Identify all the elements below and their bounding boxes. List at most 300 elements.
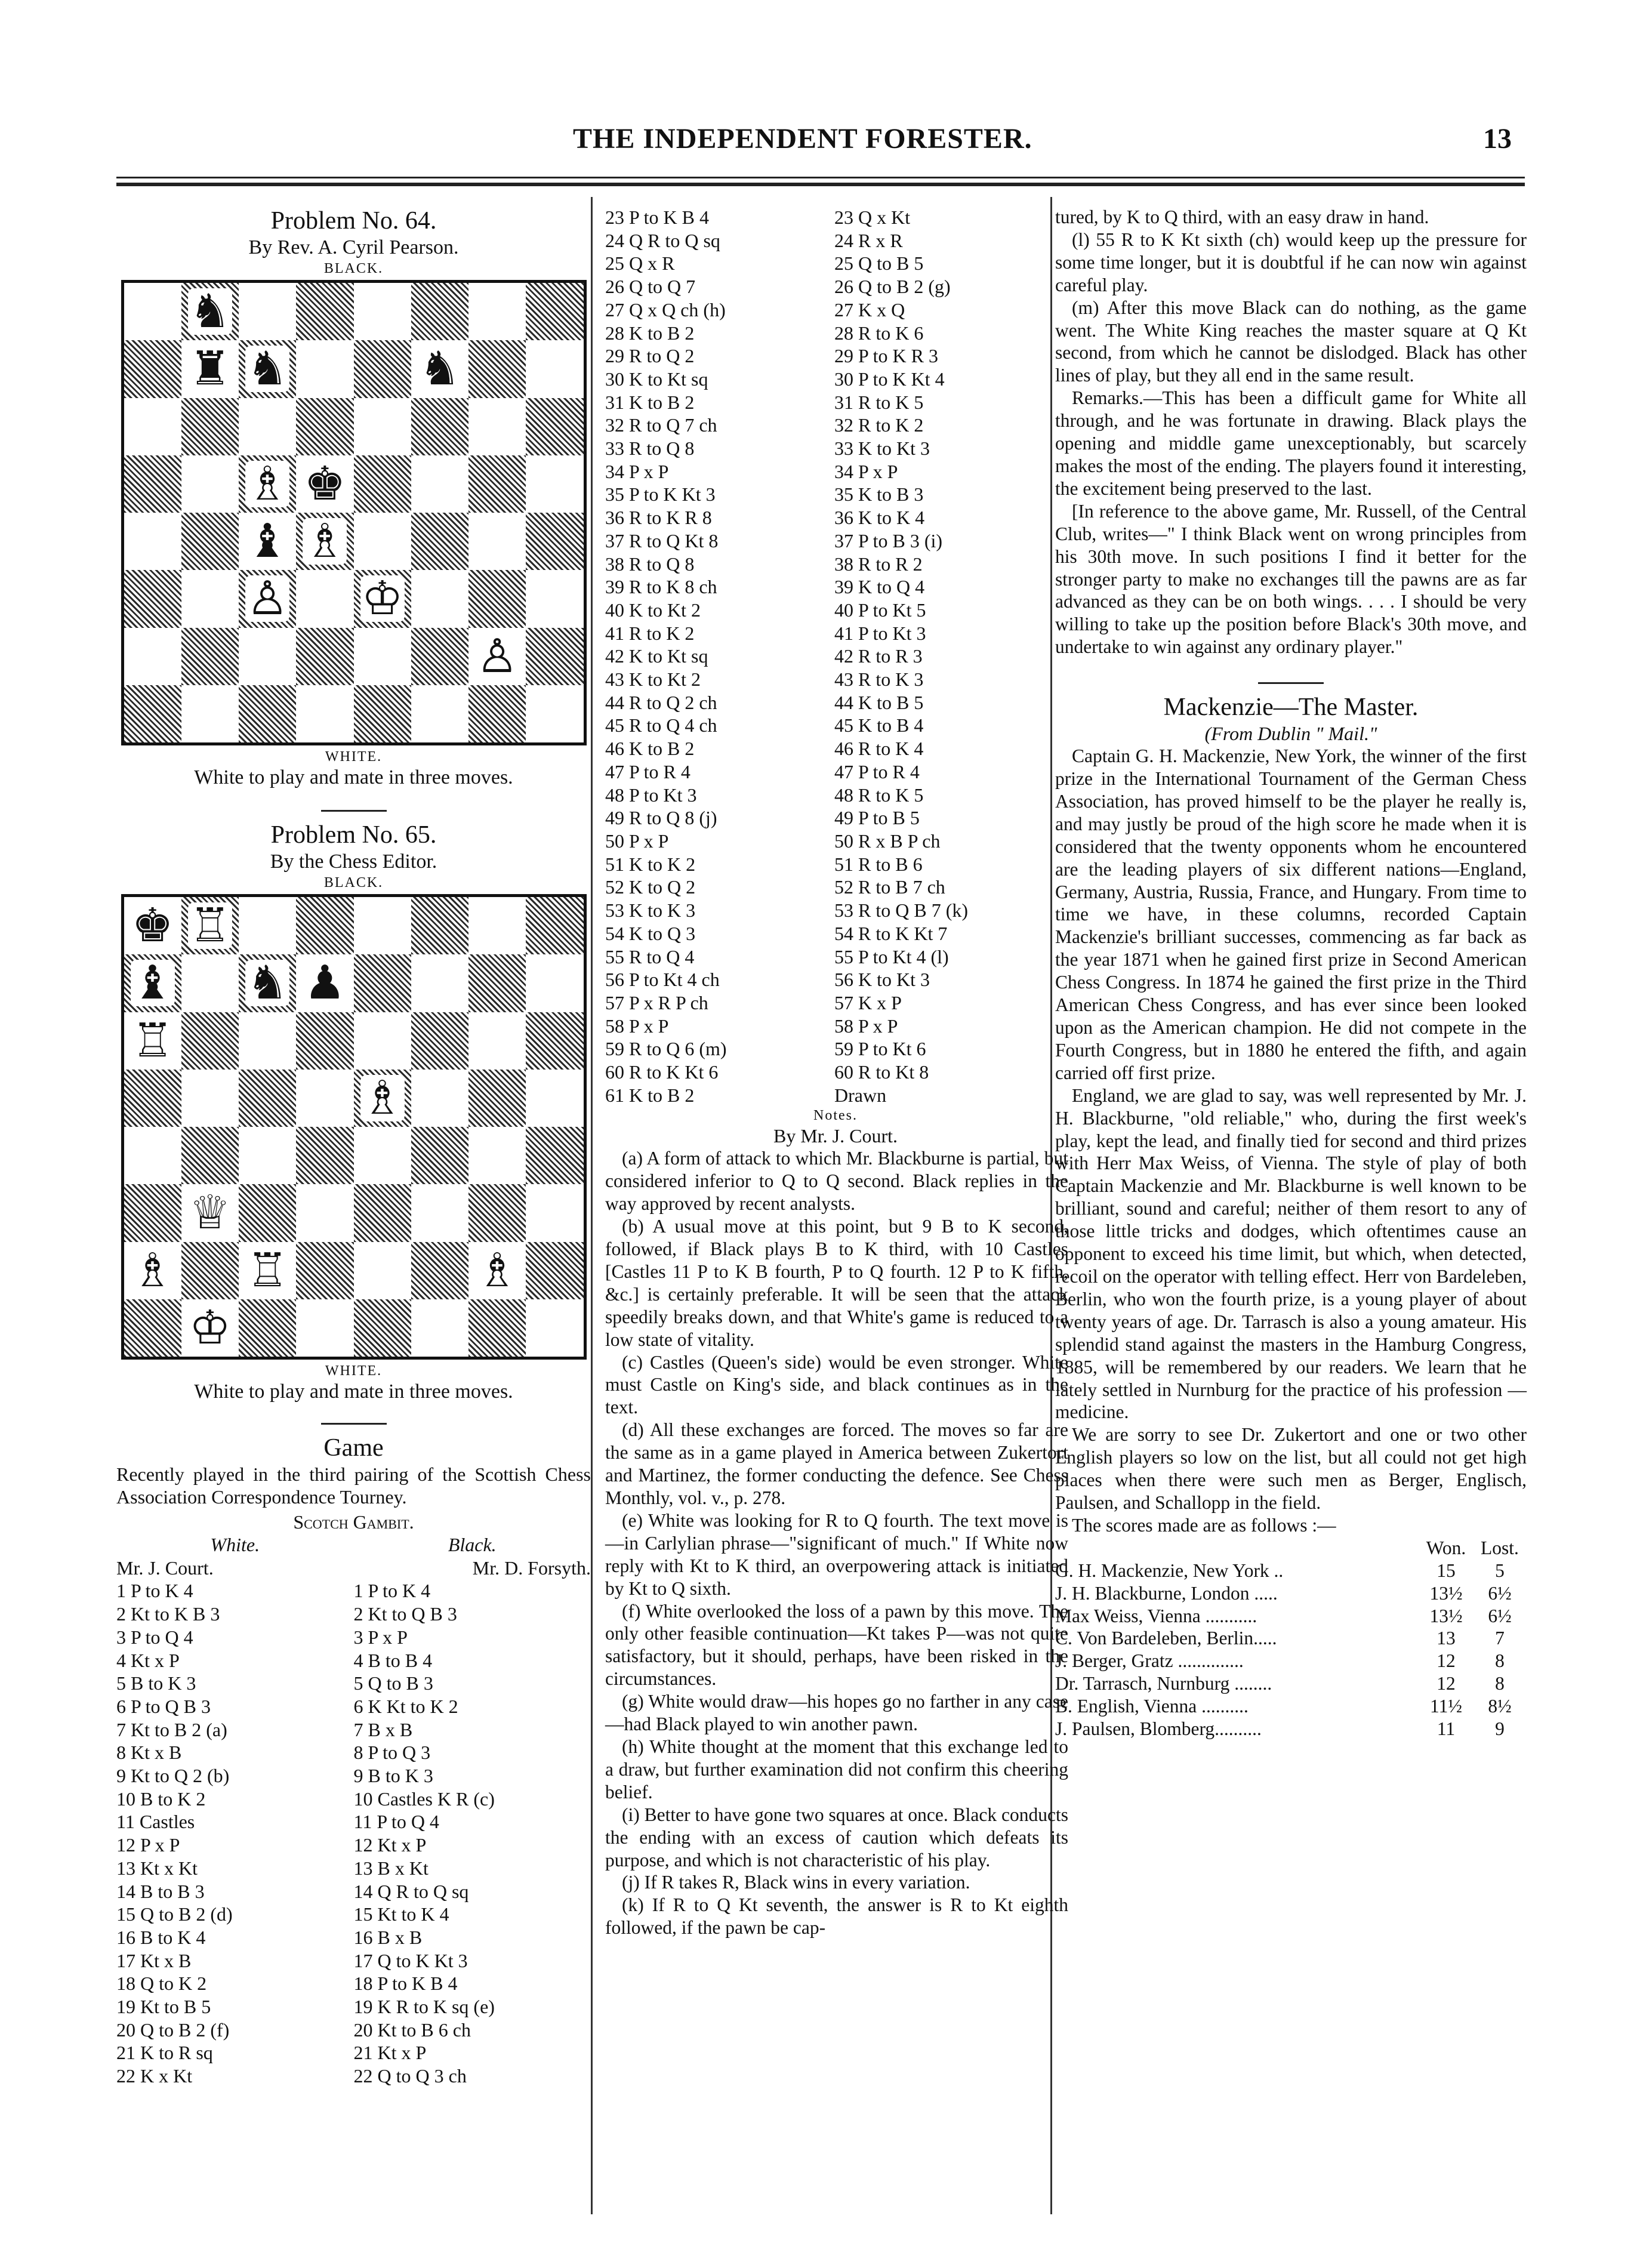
move-row — [116, 1788, 591, 1811]
board-square — [354, 513, 411, 570]
move-row — [116, 1926, 591, 1949]
board-square — [296, 398, 353, 455]
game-moves-part-one — [116, 1579, 591, 2087]
black-move: 49 P to B 5 — [834, 807, 920, 829]
black-knight-icon — [239, 340, 296, 397]
board-square — [526, 1070, 583, 1127]
white-move: 39 R to K 8 ch — [605, 576, 717, 598]
white-move: 25 Q x R — [605, 252, 675, 275]
problem-65-white-label: WHITE. — [325, 1363, 383, 1379]
black-move: 45 K to B 4 — [834, 714, 924, 737]
board-square — [526, 685, 583, 742]
move-row — [116, 1810, 591, 1833]
move-row — [116, 1880, 591, 1903]
board-square — [354, 398, 411, 455]
white-move: 50 P x P — [605, 830, 669, 852]
white-rook-glyph: ♖ — [189, 899, 231, 953]
white-bishop-glyph: ♗ — [361, 1071, 403, 1125]
black-move: 6 K Kt to K 2 — [353, 1695, 458, 1717]
board-square — [296, 1070, 353, 1127]
board-square — [526, 897, 583, 954]
white-move: 57 P x R P ch — [605, 991, 708, 1013]
board-square — [239, 283, 296, 340]
move-row — [605, 645, 1063, 668]
board-square — [296, 340, 353, 397]
white-pawn-icon — [239, 570, 296, 627]
games-won: 11 — [1436, 1718, 1456, 1740]
white-king-icon — [354, 570, 411, 627]
board-square — [411, 1012, 468, 1070]
white-move: 44 R to Q 2 ch — [605, 691, 717, 713]
score-row — [1055, 1605, 1527, 1628]
board-square — [468, 685, 526, 742]
move-row — [605, 853, 1063, 876]
player-name: C. Von Bardeleben, Berlin..... — [1055, 1628, 1277, 1649]
white-move: 20 Q to B 2 (f) — [116, 2019, 230, 2041]
board-square — [526, 398, 583, 455]
board-square — [354, 685, 411, 742]
problem-64-caption: White to play and mate in three moves. — [194, 766, 513, 788]
move-row — [605, 899, 1063, 922]
board-square — [354, 897, 411, 954]
white-bishop-icon — [468, 1242, 526, 1299]
article-paragraph: Captain G. H. Mackenzie, New York, the winner of the first prize in the International Tournament of the German Chess Association, has proved himself to be the player he really is, and may justly be proud of the high score he made when it is considered that the twenty opponents whom he encountered are the leading players of six different nations—England, Germany, Austria, Russia, France, and Hungary. From time to time we have, in these columns, recorded Captain Mackenzie's brilliant successes, commencing as far back as the year 1871 when he gained first prize in Second American Chess Congress. In 1874 he gained the first prize in the Third American Chess Congress, and has ever since been looked upon as the American champion. He did not compete in the Fourth Congress, but in 1880 he entered the fifth, and again carried off first prize. — [1055, 745, 1527, 1083]
board-square — [468, 954, 526, 1012]
move-row — [605, 437, 1063, 460]
board-square — [354, 340, 411, 397]
board-square — [124, 513, 181, 570]
white-move: 26 Q to Q 7 — [605, 276, 696, 298]
board-square — [239, 685, 296, 742]
move-row — [605, 968, 1063, 991]
note-paragraph: (k) If R to Q Kt seventh, the answer is R to Kt eighth followed, if the pawn be cap- — [605, 1894, 1068, 1939]
black-move: 53 R to Q B 7 (k) — [834, 899, 968, 922]
black-move: 2 Kt to Q B 3 — [353, 1603, 457, 1625]
move-row — [116, 1649, 591, 1672]
black-move: 40 P to Kt 5 — [834, 599, 926, 621]
black-move: 32 R to K 2 — [834, 414, 924, 436]
move-row — [116, 2041, 591, 2064]
white-player: Mr. J. Court. — [116, 1557, 214, 1579]
game-notes — [597, 1147, 1074, 1939]
score-row — [1055, 1627, 1527, 1650]
board-square — [124, 283, 181, 340]
white-move: 59 R to Q 6 (m) — [605, 1038, 727, 1060]
white-rook-icon — [124, 1012, 181, 1070]
white-move: 13 Kt x Kt — [116, 1857, 198, 1879]
move-row — [605, 806, 1063, 830]
black-rook-glyph: ♜ — [189, 342, 231, 396]
move-row — [605, 344, 1063, 368]
white-move: 5 B to K 3 — [116, 1672, 196, 1694]
board-square — [239, 1184, 296, 1241]
board-square — [181, 398, 239, 455]
black-move: 25 Q to B 5 — [834, 252, 924, 275]
white-move: 4 Kt x P — [116, 1649, 180, 1671]
games-lost: 8 — [1495, 1650, 1505, 1672]
board-square — [296, 570, 353, 627]
white-move: 52 K to Q 2 — [605, 876, 696, 898]
white-bishop-glyph: ♗ — [131, 1243, 174, 1298]
black-move: 42 R to R 3 — [834, 645, 923, 667]
board-square — [468, 1184, 526, 1241]
black-move: 35 K to B 3 — [834, 483, 924, 506]
black-move: 20 Kt to B 6 ch — [353, 2019, 471, 2041]
white-rook-glyph: ♖ — [246, 1243, 289, 1298]
move-row — [116, 1833, 591, 1857]
board-square — [296, 685, 353, 742]
article-title: Mackenzie—The Master. — [1163, 694, 1419, 722]
white-move: 34 P x P — [605, 460, 669, 482]
lost-header: Lost. — [1481, 1537, 1519, 1558]
board-square — [411, 1127, 468, 1184]
note-paragraph: (e) White was looking for R to Q fourth. The text move is—in Carlylian phrase—"significant of much." If White now reply with Kt to K third, an overpowering attack is initiated by Kt to Q sixth. — [605, 1509, 1068, 1599]
board-square — [124, 1127, 181, 1184]
move-row — [605, 922, 1063, 945]
white-king-icon — [181, 1299, 239, 1357]
move-row — [605, 414, 1063, 437]
black-move: 24 R x R — [834, 229, 903, 251]
games-won: 12 — [1436, 1673, 1456, 1694]
board-square — [411, 1070, 468, 1127]
games-won: 13½ — [1429, 1605, 1463, 1626]
black-move: 44 K to B 5 — [834, 691, 924, 713]
board-square — [526, 513, 583, 570]
column-three — [1055, 206, 1527, 1740]
board-square — [354, 283, 411, 340]
move-row — [116, 1741, 591, 1764]
move-row — [605, 1037, 1063, 1061]
board-square — [181, 455, 239, 513]
move-row — [116, 1995, 591, 2019]
move-row — [605, 391, 1063, 414]
white-pawn-glyph: ♙ — [246, 572, 289, 626]
move-row — [605, 991, 1063, 1015]
move-row — [605, 691, 1063, 714]
games-won: 12 — [1436, 1650, 1456, 1672]
move-row — [116, 1857, 591, 1880]
problem-65-caption: White to play and mate in three moves. — [194, 1380, 513, 1403]
board-square — [354, 954, 411, 1012]
white-move: 48 P to Kt 3 — [605, 784, 697, 806]
board-square — [411, 283, 468, 340]
board-square — [411, 513, 468, 570]
white-move: 42 K to Kt sq — [605, 645, 708, 667]
black-knight-glyph: ♞ — [189, 285, 231, 339]
note-paragraph: (c) Castles (Queen's side) would be even stronger. White must Castle on King's side, and black continues as in the text. — [605, 1351, 1068, 1418]
black-move: 14 Q R to Q sq — [353, 1880, 469, 1902]
black-knight-icon — [239, 954, 296, 1012]
board-square — [181, 1070, 239, 1127]
notes-author: By Mr. J. Court. — [773, 1125, 898, 1147]
white-move: 12 P x P — [116, 1834, 180, 1856]
move-row — [605, 298, 1063, 322]
white-move: 21 K to R sq — [116, 2042, 213, 2064]
note-paragraph: (h) White thought at the moment that this exchange led to a draw, but further examination did not confirm this cheering belief. — [605, 1736, 1068, 1802]
black-move: 22 Q to Q 3 ch — [353, 2065, 467, 2087]
black-move: 50 R x B P ch — [834, 830, 941, 852]
black-move: 26 Q to B 2 (g) — [834, 276, 951, 298]
black-knight-glyph: ♞ — [418, 342, 461, 396]
white-bishop-icon — [354, 1070, 411, 1127]
board-square — [124, 685, 181, 742]
move-row — [116, 1626, 591, 1649]
move-row — [605, 529, 1063, 553]
black-knight-glyph: ♞ — [246, 342, 289, 396]
board-square — [239, 1070, 296, 1127]
move-row — [605, 599, 1063, 622]
score-row — [1055, 1650, 1527, 1672]
board-square — [239, 1012, 296, 1070]
move-row — [605, 760, 1063, 784]
black-king-icon — [296, 455, 353, 513]
score-row — [1055, 1582, 1527, 1605]
player-name: J. Paulsen, Blomberg.......... — [1055, 1718, 1262, 1740]
white-move: 43 K to Kt 2 — [605, 668, 701, 691]
white-move: 14 B to B 3 — [116, 1880, 205, 1902]
board-square — [239, 897, 296, 954]
white-rook-icon — [181, 897, 239, 954]
black-move: 10 Castles K R (c) — [353, 1788, 495, 1810]
move-row — [116, 1972, 591, 1995]
black-move: 39 K to Q 4 — [834, 576, 925, 598]
white-move: 7 Kt to B 2 (a) — [116, 1718, 227, 1740]
white-bishop-icon — [239, 455, 296, 513]
white-move: 46 K to B 2 — [605, 738, 695, 760]
games-won: 15 — [1436, 1560, 1456, 1581]
board-square — [468, 513, 526, 570]
board-square — [411, 1299, 468, 1357]
problem-64-author: By Rev. A. Cyril Pearson. — [248, 236, 459, 258]
board-square — [354, 1299, 411, 1357]
board-square — [526, 628, 583, 685]
won-header: Won. — [1426, 1537, 1466, 1558]
white-move: 24 Q R to Q sq — [605, 229, 720, 251]
board-square — [526, 1184, 583, 1241]
move-row — [605, 876, 1063, 899]
board-square — [354, 455, 411, 513]
move-row — [605, 460, 1063, 483]
move-row — [605, 1084, 1063, 1107]
black-move: 21 Kt x P — [353, 2042, 427, 2064]
white-king-glyph: ♔ — [189, 1301, 231, 1355]
white-move: 45 R to Q 4 ch — [605, 714, 717, 737]
black-move: 56 K to Kt 3 — [834, 969, 930, 991]
problem-65-chessboard — [121, 894, 587, 1360]
white-move: 11 Castles — [116, 1811, 195, 1833]
black-knight-icon — [181, 283, 239, 340]
white-move: 54 K to Q 3 — [605, 922, 696, 944]
white-bishop-icon — [296, 513, 353, 570]
player-name: J. Berger, Gratz .............. — [1055, 1650, 1244, 1672]
white-move: 3 P to Q 4 — [116, 1626, 193, 1648]
white-move: 36 R to K R 8 — [605, 507, 712, 529]
black-move: 43 R to K 3 — [834, 668, 924, 691]
board-square — [124, 455, 181, 513]
move-row — [116, 1579, 591, 1603]
white-label: White. — [210, 1534, 260, 1555]
black-move: 1 P to K 4 — [353, 1580, 431, 1602]
black-king-glyph: ♚ — [304, 457, 346, 511]
game-players — [116, 1533, 591, 1579]
board-square — [411, 954, 468, 1012]
white-move: 35 P to K Kt 3 — [605, 483, 716, 506]
white-move: 51 K to K 2 — [605, 853, 696, 875]
black-move: 36 K to K 4 — [834, 507, 925, 529]
black-move: 28 R to K 6 — [834, 322, 924, 344]
note-paragraph: (j) If R takes R, Black wins in every variation. — [622, 1872, 970, 1893]
board-square — [354, 1012, 411, 1070]
white-move: 49 R to Q 8 (j) — [605, 807, 717, 829]
board-square — [411, 1184, 468, 1241]
black-move: 4 B to B 4 — [353, 1649, 433, 1671]
board-square — [411, 1242, 468, 1299]
column-divider-left — [591, 197, 593, 2214]
board-square — [526, 283, 583, 340]
note-paragraph: (b) A usual move at this point, but 9 B to K second, followed, if Black plays B to K third, with 10 Castles [Castles 11 P to K B fourth, P to Q fourth. 12 P to K fifth, &c.] is certainly preferable. It will be seen that the attack speedily breaks down, and that White's game is reduced to a low state of vitality. — [605, 1216, 1068, 1350]
black-label: Black. — [448, 1534, 497, 1555]
board-square — [468, 340, 526, 397]
white-move: 32 R to Q 7 ch — [605, 414, 717, 436]
black-move: 37 P to B 3 (i) — [834, 529, 943, 551]
white-move: 9 Kt to Q 2 (b) — [116, 1765, 230, 1787]
score-row — [1055, 1718, 1527, 1740]
article-paragraph: The scores made are as follows :— — [1072, 1514, 1336, 1536]
black-move: 48 R to K 5 — [834, 784, 924, 806]
board-square — [124, 340, 181, 397]
white-move: 2 Kt to K B 3 — [116, 1603, 220, 1625]
board-square — [411, 897, 468, 954]
white-move: 28 K to B 2 — [605, 322, 695, 344]
notes-continuation — [1055, 206, 1527, 658]
white-move: 60 R to K Kt 6 — [605, 1061, 719, 1083]
note-paragraph: (g) White would draw—his hopes go no farther in any case—had Black played to win another pawn. — [605, 1691, 1068, 1735]
white-pawn-icon — [468, 628, 526, 685]
black-move: 52 R to B 7 ch — [834, 876, 945, 898]
black-move: 30 P to K Kt 4 — [834, 368, 945, 390]
white-bishop-glyph: ♗ — [246, 457, 289, 511]
white-pawn-glyph: ♙ — [476, 629, 519, 683]
black-bishop-icon — [239, 513, 296, 570]
note-paragraph: (i) Better to have gone two squares at once. Black conducts the ending with an excess of caution which defeats its purpose, and which is not characteristic of his play. — [605, 1804, 1068, 1871]
white-bishop-glyph: ♗ — [476, 1243, 519, 1298]
white-move: 30 K to Kt sq — [605, 368, 708, 390]
board-square — [468, 897, 526, 954]
board-square — [181, 1127, 239, 1184]
board-square — [296, 1012, 353, 1070]
move-row — [605, 322, 1063, 345]
note-paragraph: (f) White overlooked the loss of a pawn by this move. The only other feasible continuation—Kt takes P—was not quite satisfactory, but it should, perhaps, have been risked in the circumstances. — [605, 1600, 1068, 1690]
board-square — [468, 1070, 526, 1127]
black-move: 57 K x P — [834, 991, 902, 1013]
move-row — [116, 1695, 591, 1718]
games-lost: 8½ — [1488, 1696, 1512, 1717]
white-move: 8 Kt x B — [116, 1742, 182, 1764]
games-won: 13 — [1436, 1628, 1456, 1649]
white-move: 41 R to K 2 — [605, 622, 695, 644]
board-square — [296, 628, 353, 685]
black-knight-icon — [411, 340, 468, 397]
black-move: 8 P to Q 3 — [353, 1742, 431, 1764]
board-square — [526, 570, 583, 627]
continuation-paragraph: [In reference to the above game, Mr. Russell, of the Central Club, writes—" I think Black went on wrong principles from his 30th move. In such positions I find it better for the stronger party to make no exchanges till the pawns are as far advanced as they can be on both wings. . . . I should be very willing to take up the position before Black's 30th move, and undertake to win against any ordinary player." — [1055, 500, 1527, 658]
black-rook-icon — [181, 340, 239, 397]
white-move: 53 K to K 3 — [605, 899, 696, 922]
continuation-paragraph: Remarks.—This has been a difficult game for White all through, and he was fortunate in drawing. Black plays the opening and middle game unexceptionably, but scarcely makes the most of the ending. The players found it interesting, the excitement being preserved to the last. — [1055, 387, 1527, 499]
move-row — [116, 2064, 591, 2088]
black-pawn-icon — [296, 954, 353, 1012]
white-move: 10 B to K 2 — [116, 1788, 206, 1810]
section-divider — [321, 1423, 387, 1425]
problem-64-white-label: WHITE. — [325, 749, 383, 765]
white-move: 33 R to Q 8 — [605, 437, 695, 460]
move-row — [605, 784, 1063, 807]
board-square — [124, 398, 181, 455]
white-queen-icon — [181, 1184, 239, 1241]
black-knight-glyph: ♞ — [246, 956, 289, 1010]
move-row — [605, 622, 1063, 645]
continuation-paragraph: (m) After this move Black can do nothing, as the game went. The White King reaches the master square at Q Kt second, from which he cannot be dislodged. Black has other lines of play, but they all end in the same result. — [1055, 297, 1527, 386]
board-square — [354, 628, 411, 685]
move-row — [116, 1672, 591, 1695]
move-row — [605, 1061, 1063, 1084]
board-square — [468, 1127, 526, 1184]
board-square — [526, 1299, 583, 1357]
white-move: 31 K to B 2 — [605, 391, 695, 413]
continuation-paragraph: tured, by K to Q third, with an easy draw in hand. — [1055, 207, 1429, 227]
board-square — [296, 1127, 353, 1184]
black-bishop-glyph: ♝ — [131, 956, 174, 1010]
continuation-paragraph: (l) 55 R to K Kt sixth (ch) would keep up the pressure for some time longer, but it is doubtful if he can now win against careful play. — [1055, 229, 1527, 295]
black-move: 46 R to K 4 — [834, 738, 924, 760]
black-move: 18 P to K B 4 — [353, 1973, 458, 1995]
white-rook-icon — [239, 1242, 296, 1299]
black-move: 3 P x P — [353, 1626, 408, 1648]
move-row — [605, 275, 1063, 298]
board-square — [468, 455, 526, 513]
black-move: 59 P to Kt 6 — [834, 1038, 926, 1060]
black-king-icon — [124, 897, 181, 954]
black-pawn-glyph: ♟ — [304, 956, 346, 1010]
white-move: 38 R to Q 8 — [605, 553, 695, 575]
black-move: 58 P x P — [834, 1015, 898, 1037]
move-row — [605, 252, 1063, 275]
board-square — [526, 340, 583, 397]
board-square — [526, 1012, 583, 1070]
board-square — [526, 455, 583, 513]
games-won: 13½ — [1429, 1582, 1463, 1604]
move-row — [605, 229, 1063, 252]
black-move: 23 Q x Kt — [834, 207, 911, 228]
black-move: 13 B x Kt — [353, 1857, 429, 1879]
games-lost: 9 — [1495, 1718, 1505, 1740]
white-bishop-glyph: ♗ — [304, 514, 346, 569]
board-square — [239, 628, 296, 685]
board-square — [411, 628, 468, 685]
board-square — [296, 1242, 353, 1299]
white-move: 61 K to B 2 — [605, 1084, 695, 1106]
board-square — [468, 1012, 526, 1070]
board-square — [181, 954, 239, 1012]
games-won: 11½ — [1430, 1696, 1462, 1717]
move-row — [605, 668, 1063, 691]
problem-65-black-label: BLACK. — [323, 875, 384, 890]
article-paragraph: England, we are glad to say, was well represented by Mr. J. H. Blackburne, "old reliable," who, during the first week's play, kept the lead, and finally tied for second and third prizes with Herr Max Weiss, of Vienna. The style of play of both Captain Mackenzie and Mr. Blackburne is well known to be brilliant, sound and careful; neither of them resort to any of those little tricks and dodges, which oftentimes cause an opponent to exceed his time limit, but which, when detected, recoil on the operator with telling effect. Herr von Bardeleben, Berlin, who won the fourth prize, is a young player of about twenty years of age. Dr. Tarrasch is also a young amateur. His splendid stand against the masters in the Hamburg Congress, 1885, will be remembered by our readers. We learn that he lately settled in Nurnburg for the practice of his profession —medicine. — [1055, 1084, 1527, 1423]
black-move: 11 P to Q 4 — [353, 1811, 439, 1833]
black-move: 12 Kt x P — [353, 1834, 427, 1856]
note-paragraph: (d) All these exchanges are forced. The moves so far are the same as in a game played in America between Zukertort and Martinez, the former conducting the defence. See Chess Monthly, vol. v., p. 278. — [605, 1419, 1068, 1509]
score-row — [1055, 1560, 1527, 1582]
